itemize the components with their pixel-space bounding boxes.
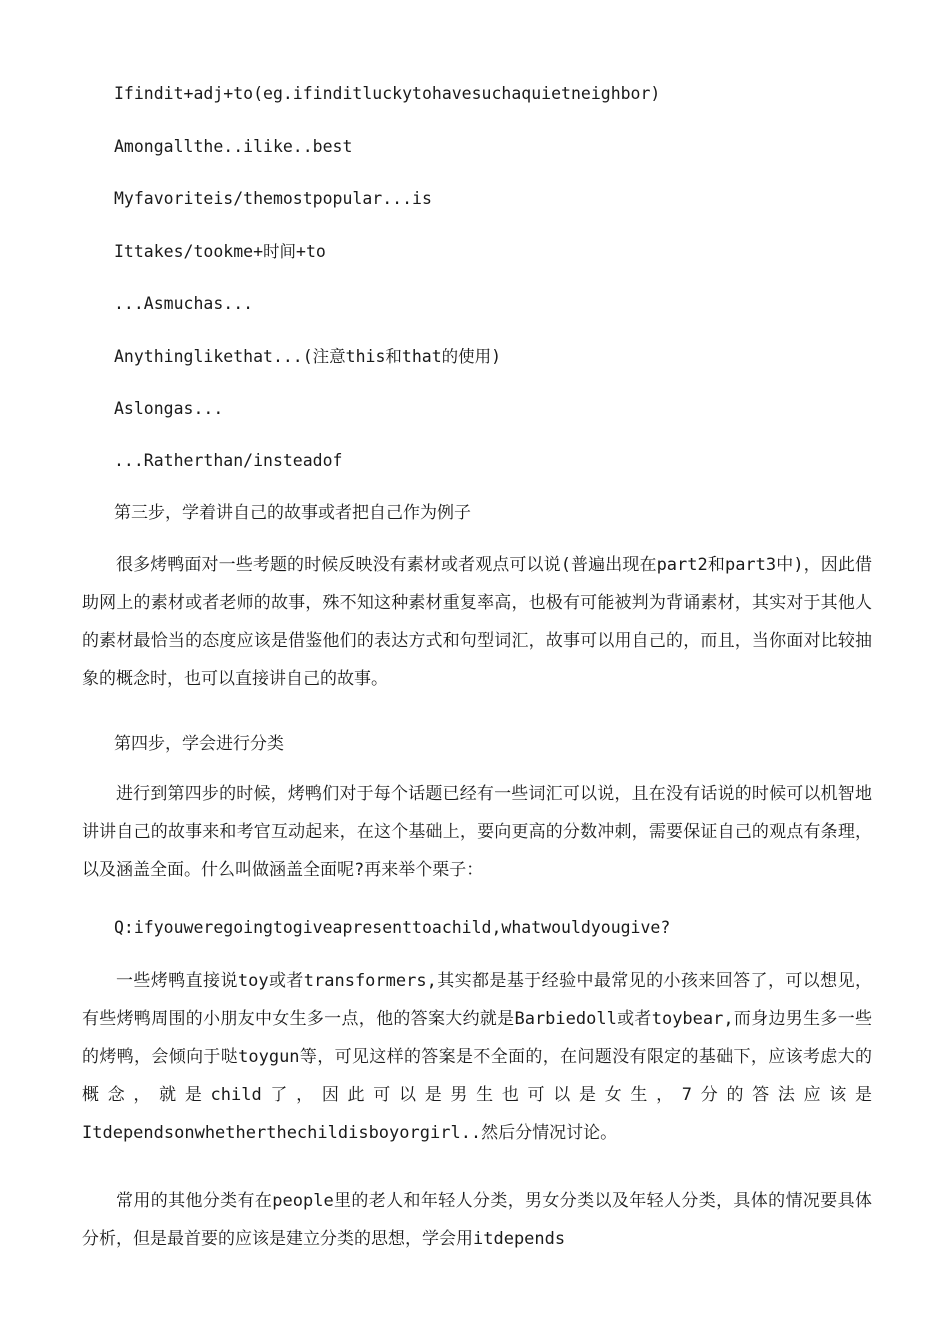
phrase-line: ...Ratherthan/insteadof [114,451,343,470]
phrase-line: Aslongas... [114,399,224,418]
question-line: Q:ifyouweregoingtogiveapresenttoachild,whatwouldyougive? [114,918,671,937]
phrase-line: Myfavoriteis/themostpopular...is [114,189,432,208]
phrase-line: Ifindit+adj+to(eg.ifinditluckytohavesuchaquietneighbor) [114,84,661,103]
answer-paragraph: 一些烤鸭直接说toy或者transformers,其实都是基于经验中最常见的小孩来回答了，可以想见，有些烤鸭周围的小朋友中女生多一点，他的答案大约就是Barbiedoll或者toybear,而身边男生多一些的烤鸭，会倾向于哒toygun等，可见这样的答案是不全面的，在问题没有限定的基础下，应该考虑大的概念，就是child了，因此可以是男生也可以是女生，7分的答法应该是Itdependsonwhetherthechildisboyorgirl..然后分情况讨论。 [82,971,872,1143]
phrase-line: Amongallthe..ilike..best [114,137,353,156]
step4-heading: 第四步，学会进行分类 [114,734,284,754]
step3-paragraph: 很多烤鸭面对一些考题的时候反映没有素材或者观点可以说(普遍出现在part2和part3中)，因此借助网上的素材或者老师的故事，殊不知这种素材重复率高，也极有可能被判为背诵素材，其实对于其他人的素材最恰当的态度应该是借鉴他们的表达方式和句型词汇，故事可以用自己的，而且，当你面对比较抽象的概念时，也可以直接讲自己的故事。 [82,555,872,689]
closing-paragraph: 常用的其他分类有在people里的老人和年轻人分类，男女分类以及年轻人分类，具体的情况要具体分析，但是最首要的应该是建立分类的思想，学会用itdepends [82,1191,872,1249]
step4-paragraph: 进行到第四步的时候，烤鸭们对于每个话题已经有一些词汇可以说，且在没有话说的时候可以机智地讲讲自己的故事来和考官互动起来，在这个基础上，要向更高的分数冲刺，需要保证自己的观点有条理，以及涵盖全面。什么叫做涵盖全面呢?再来举个栗子： [82,784,872,880]
phrase-line: Ittakes/tookme+时间+to [114,242,326,261]
phrase-line: Anythinglikethat...(注意this和that的使用) [114,347,502,366]
phrase-line: ...Asmuchas... [114,294,254,313]
step3-heading: 第三步，学着讲自己的故事或者把自己作为例子 [114,503,471,523]
